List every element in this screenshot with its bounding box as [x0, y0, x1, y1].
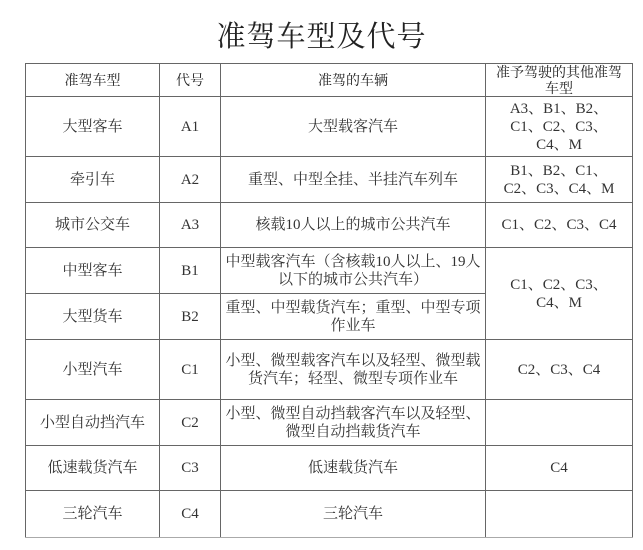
cell-class: 三轮汽车	[26, 491, 160, 538]
cell-vehicles: 小型、微型自动挡载客汽车以及轻型、微型自动挡载货汽车	[221, 400, 486, 446]
table-row	[26, 400, 633, 446]
cell-class: 大型货车	[26, 294, 160, 340]
cell-code: B2	[160, 294, 221, 340]
cell-code: C4	[160, 491, 221, 538]
cell-class: 低速载货汽车	[26, 446, 160, 491]
cell-class: 大型客车	[26, 97, 160, 157]
header-code: 代号	[160, 64, 221, 97]
table-row	[26, 97, 633, 157]
cell-vehicles: 低速载货汽车	[221, 446, 486, 491]
cell-others: C4	[486, 446, 633, 491]
cell-code: A3	[160, 203, 221, 248]
cell-class: 小型自动挡汽车	[26, 400, 160, 446]
table-row	[26, 203, 633, 248]
cell-code: B1	[160, 248, 221, 294]
cell-code: C2	[160, 400, 221, 446]
license-class-table	[25, 63, 633, 538]
cell-vehicles: 小型、微型载客汽车以及轻型、微型载货汽车；轻型、微型专项作业车	[221, 340, 486, 400]
cell-vehicles: 三轮汽车	[221, 491, 486, 538]
cell-vehicles: 重型、中型全挂、半挂汽车列车	[221, 157, 486, 203]
table-row	[26, 248, 633, 294]
table-header-row	[26, 64, 633, 97]
cell-vehicles: 大型载客汽车	[221, 97, 486, 157]
cell-vehicles: 核载10人以上的城市公共汽车	[221, 203, 486, 248]
header-others: 准予驾驶的其他准驾车型	[486, 64, 633, 97]
table-row	[26, 491, 633, 538]
page-title: 准驾车型及代号	[216, 21, 427, 53]
cell-others: C1、C2、C3、C4	[486, 203, 633, 248]
cell-vehicles: 重型、中型载货汽车；重型、中型专项作业车	[221, 294, 486, 340]
table-row	[26, 157, 633, 203]
cell-others	[486, 491, 633, 538]
cell-class: 小型汽车	[26, 340, 160, 400]
header-class: 准驾车型	[26, 64, 160, 97]
table-row	[26, 446, 633, 491]
cell-class: 城市公交车	[26, 203, 160, 248]
cell-code: C3	[160, 446, 221, 491]
cell-code: A1	[160, 97, 221, 157]
cell-class: 牵引车	[26, 157, 160, 203]
cell-others: B1、B2、C1、C2、C3、C4、M	[486, 157, 633, 203]
table-row	[26, 340, 633, 400]
cell-code: A2	[160, 157, 221, 203]
cell-others: A3、B1、B2、C1、C2、C3、C4、M	[486, 97, 633, 157]
cell-others	[486, 400, 633, 446]
cell-others: C1、C2、C3、C4、M	[486, 248, 633, 340]
cell-vehicles: 中型载客汽车（含核载10人以上、19人以下的城市公共汽车）	[221, 248, 486, 294]
cell-code: C1	[160, 340, 221, 400]
cell-others: C2、C3、C4	[486, 340, 633, 400]
cell-class: 中型客车	[26, 248, 160, 294]
header-vehicles: 准驾的车辆	[221, 64, 486, 97]
